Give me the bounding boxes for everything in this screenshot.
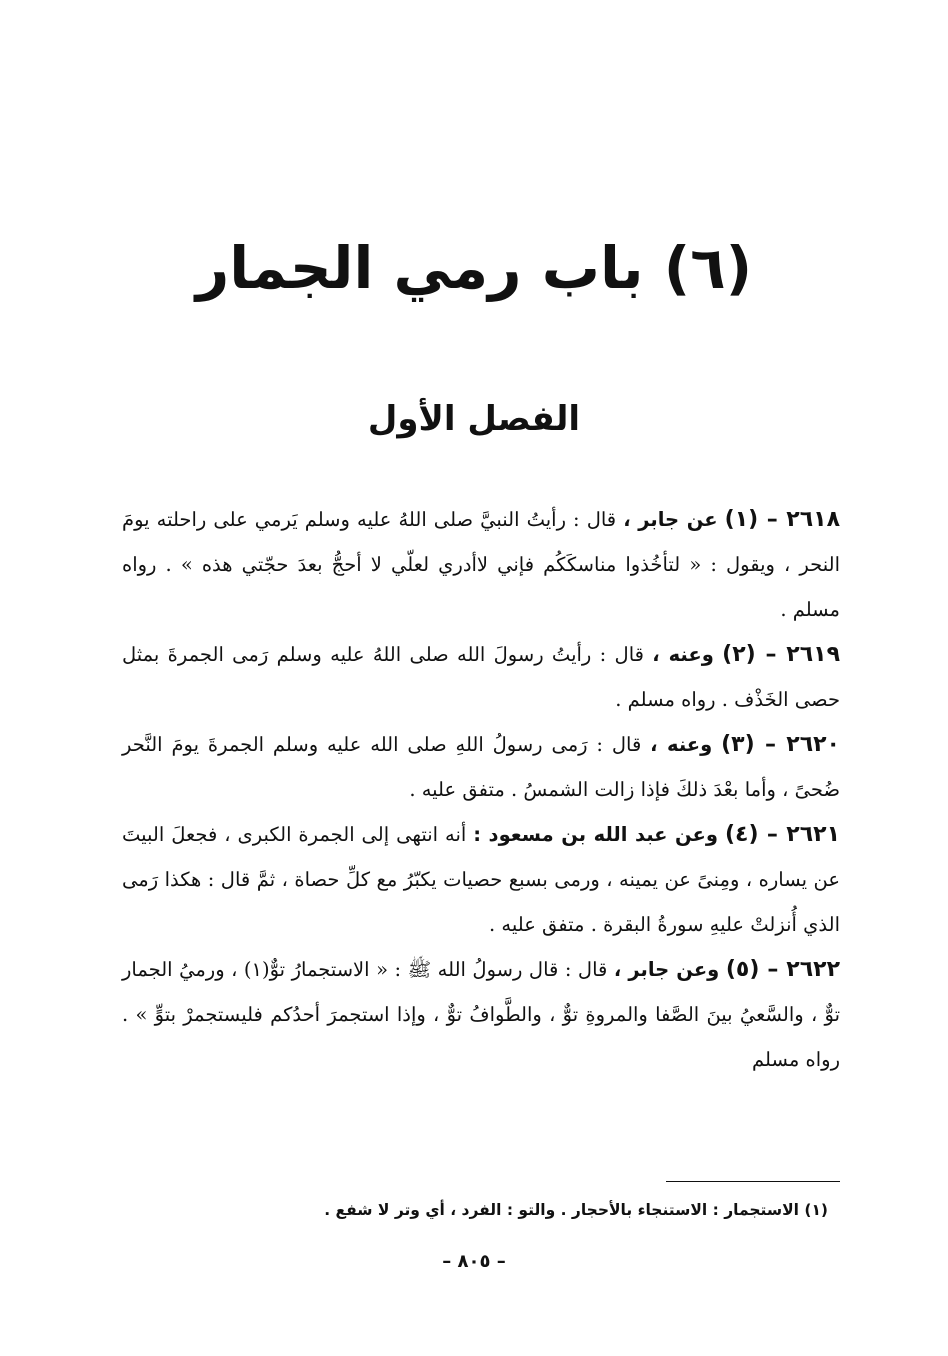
hadith-entry	[122, 632, 840, 722]
page-number: – ٨٠٥ –	[442, 1251, 506, 1272]
hadith-number: ٢٦١٩ – (٢)	[722, 642, 840, 667]
hadith-number: ٢٦١٨ – (١)	[724, 507, 840, 532]
chapter-title: (٦) باب رمي الجمار	[195, 234, 753, 302]
hadith-entry	[122, 812, 840, 947]
hadith-text: قال : رَمى رسولُ اللهِ صلى الله عليه وسلم الجمرةَ يومَ النَّحر ضُحىً ، وأما بعْدَ ذلكَ فإذا زالت الشمسُ . متفق عليه .	[122, 733, 840, 801]
hadith-text: أنه انتهى إلى الجمرة الكبرى ، فجعلَ البيتَ عن يساره ، ومِنىً عن يمينه ، ورمى بسبع حصيات يكبّرُ مع كلِّ حصاة ، ثمَّ قال : هكذا رَمى الذي أُنزلتْ عليهِ سورةُ البقرة . متفق عليه .	[122, 823, 840, 936]
hadith-number: ٢٦٢٢ – (٥)	[725, 957, 841, 982]
hadith-narrator: وعن جابر ،	[613, 958, 720, 981]
hadith-narrator: وعنه ،	[652, 643, 714, 666]
hadith-text: قال : رأيتُ النبيَّ صلى اللهُ عليه وسلم يَرمي على راحلته يومَ النحر ، ويقول : « لتأخُذوا مناسكَكُم فإني لاأدري لعلّي لا أحجُّ بعدَ حجّتي هذه » . رواه مسلم .	[122, 508, 840, 621]
hadith-narrator: وعنه ،	[650, 733, 713, 756]
footnote: (١) الاستجمار : الاستنجاء بالأحجار . والتو : الفرد ، أي وتر لا شفع .	[324, 1201, 828, 1219]
footnote-divider	[666, 1181, 840, 1182]
hadith-narrator: عن جابر ،	[623, 508, 718, 531]
hadith-entry	[122, 497, 840, 632]
hadith-text: قال : قال رسولُ الله ﷺ : « الاستجمارُ توٌّ(١) ، ورميُ الجمار توٌّ ، والسَّعيُ بينَ الصَّفا والمروةِ توٌّ ، والطَّوافُ توٌّ ، وإذا استجمرَ أحدُكم فليستجمرْ بتوٍّ » . رواه مسلم	[122, 958, 840, 1071]
section-title: الفصل الأول	[367, 399, 581, 439]
hadith-entry	[122, 947, 840, 1082]
hadith-list	[122, 497, 840, 1161]
hadith-number: ٢٦٢٠ – (٣)	[721, 732, 840, 757]
hadith-entry	[122, 722, 840, 812]
hadith-number: ٢٦٢١ – (٤)	[724, 822, 840, 847]
hadith-narrator: وعن عبد الله بن مسعود :	[473, 823, 718, 846]
hadith-text: قال : رأيتُ رسولَ الله صلى اللهُ عليه وسلم رَمى الجمرةَ بمثل حصى الخَذْف . رواه مسلم .	[122, 643, 840, 711]
